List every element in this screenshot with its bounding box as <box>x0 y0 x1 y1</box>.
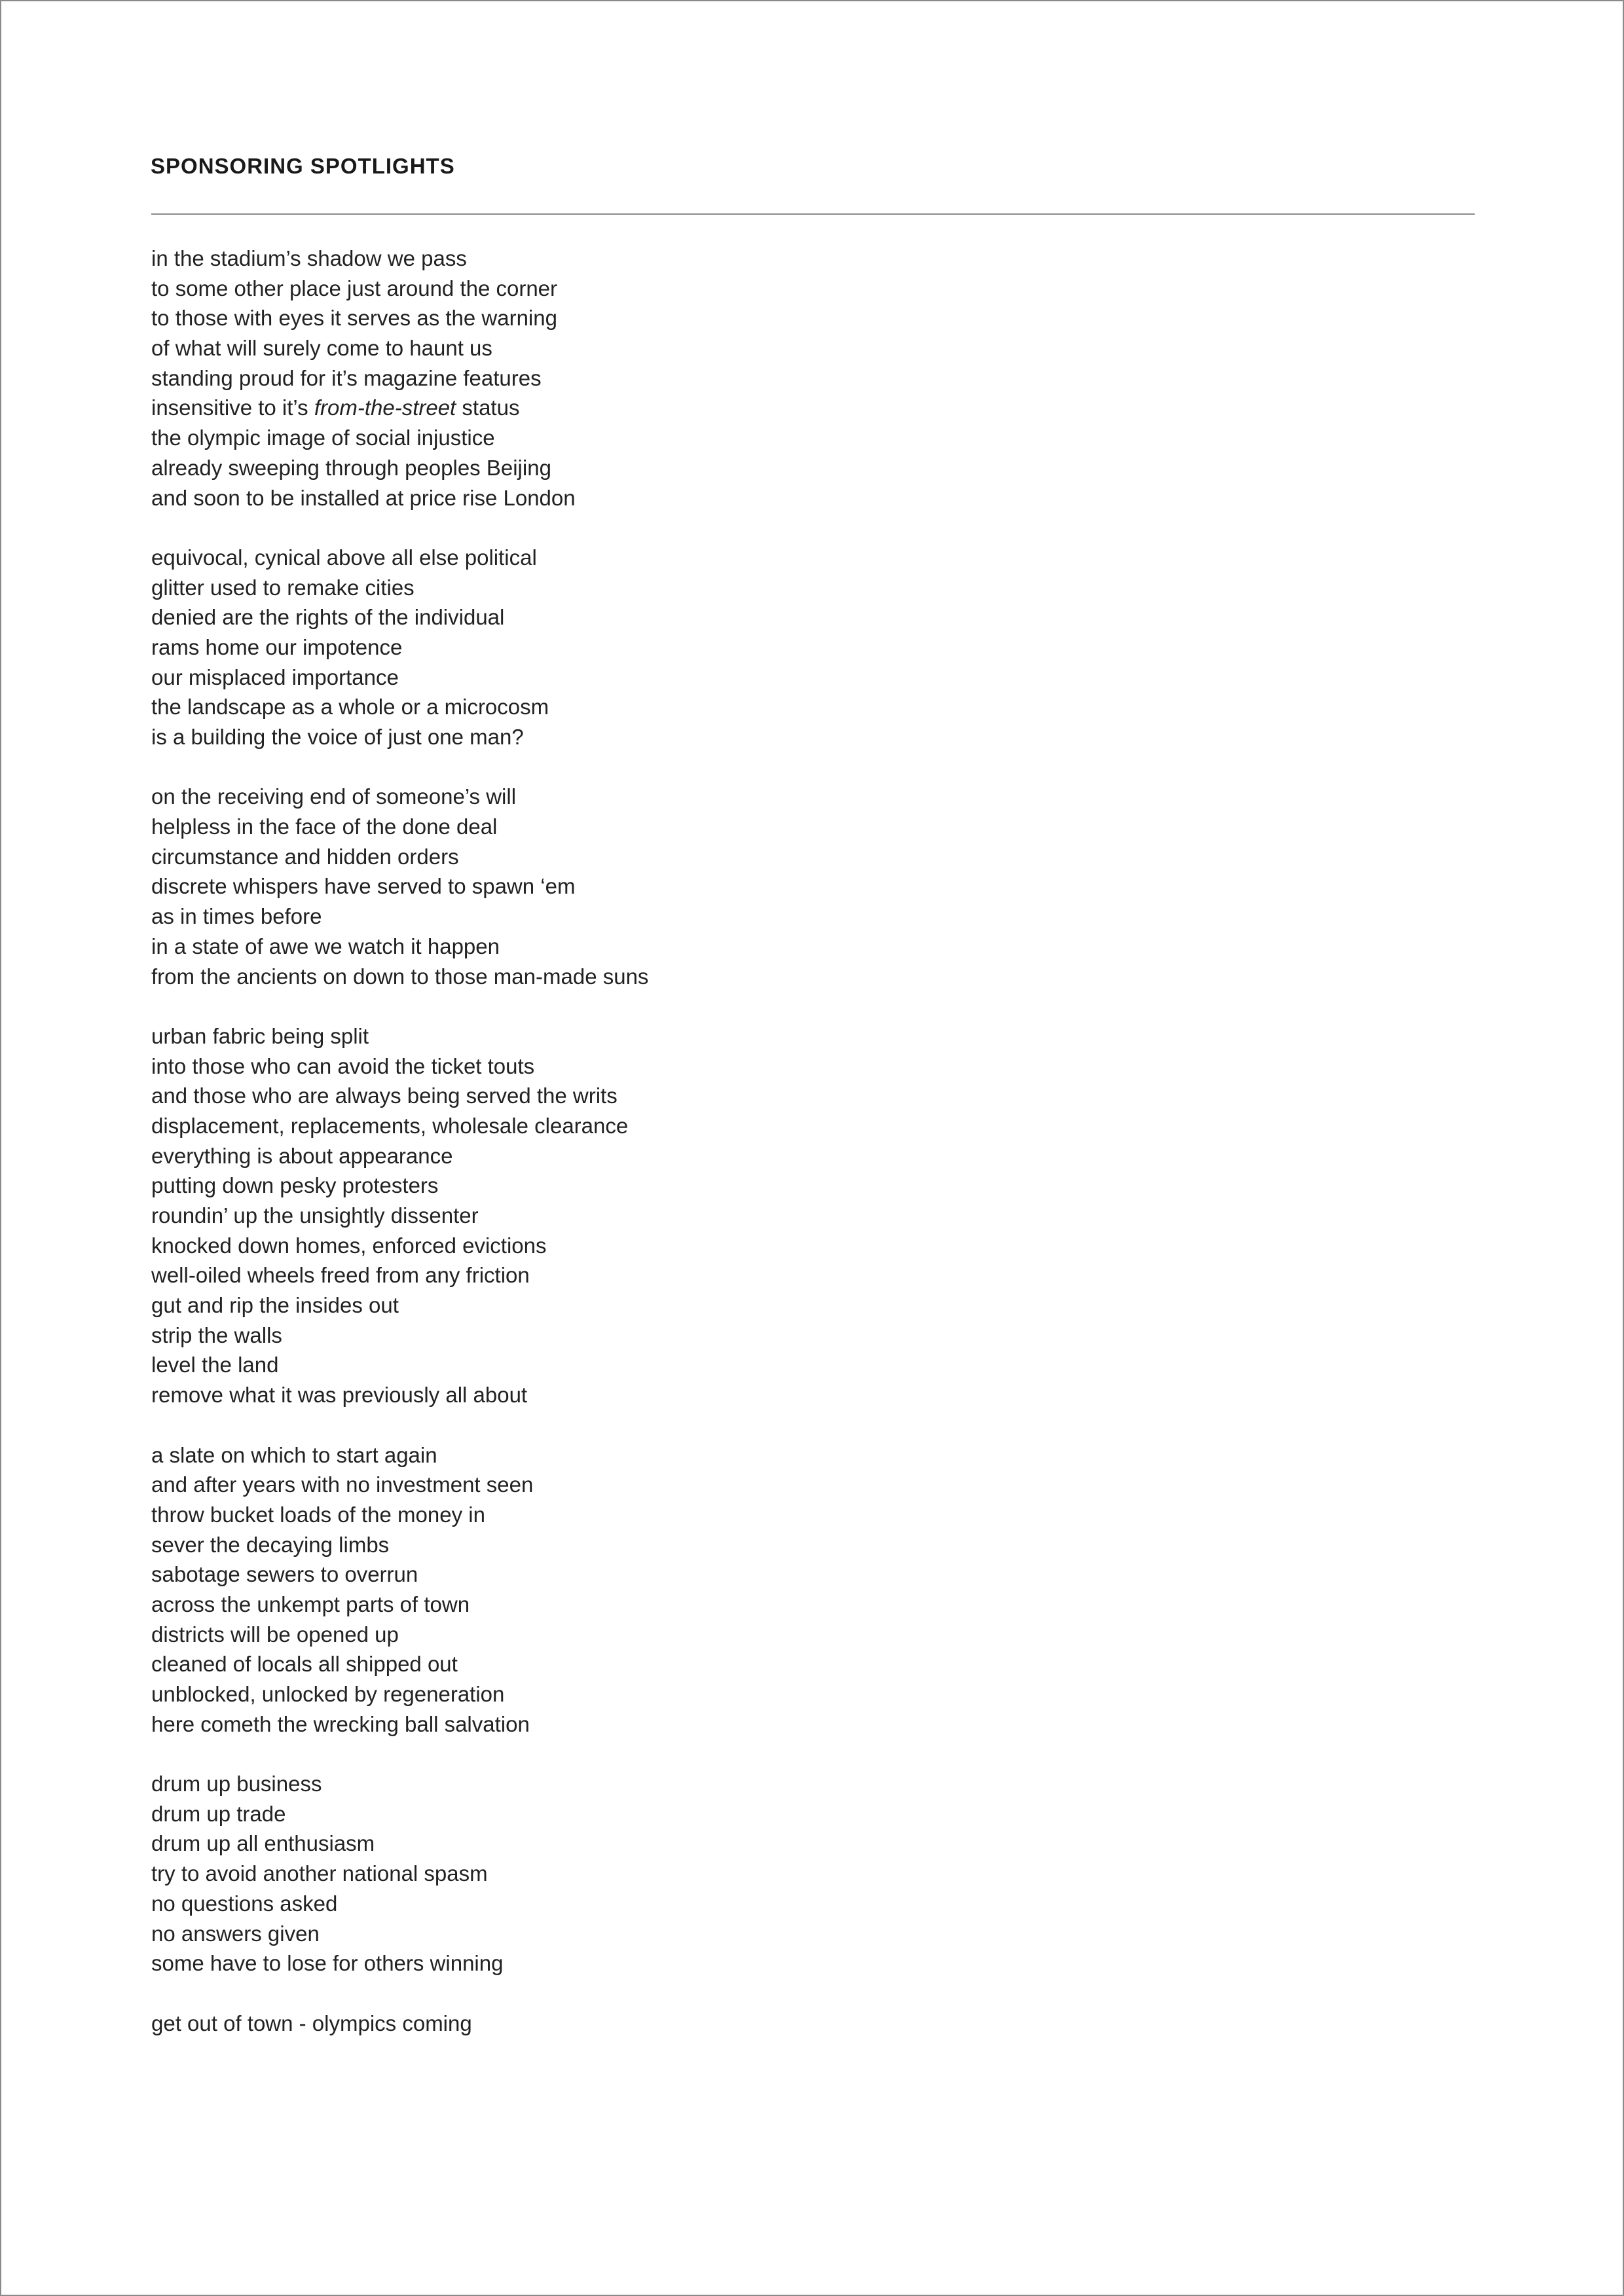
poem-line: drum up business <box>151 1772 322 1796</box>
poem-line: on the receiving end of someone’s will <box>151 784 517 809</box>
poem-line: in a state of awe we watch it happen <box>151 934 500 958</box>
poem-line: glitter used to remake cities <box>151 575 415 600</box>
poem-line: putting down pesky protesters <box>151 1173 439 1198</box>
poem-line: cleaned of locals all shipped out <box>151 1652 458 1677</box>
poem-line: of what will surely come to haunt us <box>151 336 492 361</box>
poem-line: drum up all enthusiasm <box>151 1831 375 1856</box>
poem-line: from the ancients on down to those man-made suns <box>151 964 649 989</box>
poem-line: well-oiled wheels freed from any friction <box>151 1263 530 1288</box>
stanza <box>151 2009 1461 2039</box>
poem-line: to some other place just around the corner <box>151 276 558 301</box>
poem-line: displacement, replacements, wholesale clearance <box>151 1113 629 1138</box>
poem-line: some have to lose for others winning <box>151 1951 504 1976</box>
poem-line: and soon to be installed at price rise London <box>151 485 576 510</box>
poem-line: the olympic image of social injustice <box>151 426 495 450</box>
poem-line: no answers given <box>151 1921 320 1946</box>
poem-line: discrete whispers have served to spawn ‘em <box>151 874 576 899</box>
poem-line: denied are the rights of the individual <box>151 605 505 630</box>
poem-line: in the stadium’s shadow we pass <box>151 246 467 270</box>
poem-line: roundin’ up the unsightly dissenter <box>151 1203 479 1228</box>
poem-line: and those who are always being served the writs <box>151 1084 618 1108</box>
poem-line: districts will be opened up <box>151 1622 399 1647</box>
stanza <box>151 1021 1461 1410</box>
poem-line: throw bucket loads of the money in <box>151 1502 485 1527</box>
poem-line <box>151 393 1461 423</box>
poem-line: remove what it was previously all about <box>151 1383 528 1408</box>
poem-line: equivocal, cynical above all else political <box>151 545 537 570</box>
stanza <box>151 782 1461 991</box>
poem-line: gut and rip the insides out <box>151 1293 399 1318</box>
poem-body <box>151 244 1461 2068</box>
poem-line: no questions asked <box>151 1891 338 1916</box>
poem-line-text: insensitive to it’s <box>151 395 314 420</box>
poem-line: urban fabric being split <box>151 1023 369 1048</box>
title-divider <box>151 213 1475 215</box>
stanza <box>151 244 1461 513</box>
poem-line: everything is about appearance <box>151 1143 453 1168</box>
stanza <box>151 1440 1461 1740</box>
poem-line: a slate on which to start again <box>151 1442 437 1467</box>
poem-line: sever the decaying limbs <box>151 1532 390 1557</box>
poem-line: sabotage sewers to overrun <box>151 1562 418 1587</box>
poem-line: knocked down homes, enforced evictions <box>151 1233 547 1258</box>
poem-line: strip the walls <box>151 1322 282 1347</box>
poem-line: into those who can avoid the ticket touts <box>151 1053 535 1078</box>
poem-line: circumstance and hidden orders <box>151 844 459 869</box>
poem-title: SPONSORING SPOTLIGHTS <box>151 154 455 178</box>
poem-line: is a building the voice of just one man? <box>151 725 524 749</box>
poem-line-text: status <box>456 395 520 420</box>
poem-line: as in times before <box>151 904 322 929</box>
poem-line: here cometh the wrecking ball salvation <box>151 1711 530 1736</box>
stanza <box>151 543 1461 752</box>
poem-line: get out of town - olympics coming <box>151 2011 472 2035</box>
poem-line: to those with eyes it serves as the warning <box>151 306 557 331</box>
poem-line: drum up trade <box>151 1801 286 1826</box>
poem-line: rams home our impotence <box>151 634 403 659</box>
stanza <box>151 1769 1461 1978</box>
poem-line: standing proud for it’s magazine features <box>151 365 542 390</box>
poem-line: the landscape as a whole or a microcosm <box>151 695 549 720</box>
poem-line: and after years with no investment seen <box>151 1472 534 1497</box>
poem-line: try to avoid another national spasm <box>151 1861 488 1886</box>
poem-line: our misplaced importance <box>151 665 399 689</box>
poem-line: level the land <box>151 1353 279 1377</box>
poem-line: across the unkempt parts of town <box>151 1592 470 1616</box>
poem-line: unblocked, unlocked by regeneration <box>151 1682 505 1706</box>
poem-line: helpless in the face of the done deal <box>151 814 498 839</box>
poem-line-italic: from-the-street <box>314 395 456 420</box>
poem-line: already sweeping through peoples Beijing <box>151 455 551 480</box>
